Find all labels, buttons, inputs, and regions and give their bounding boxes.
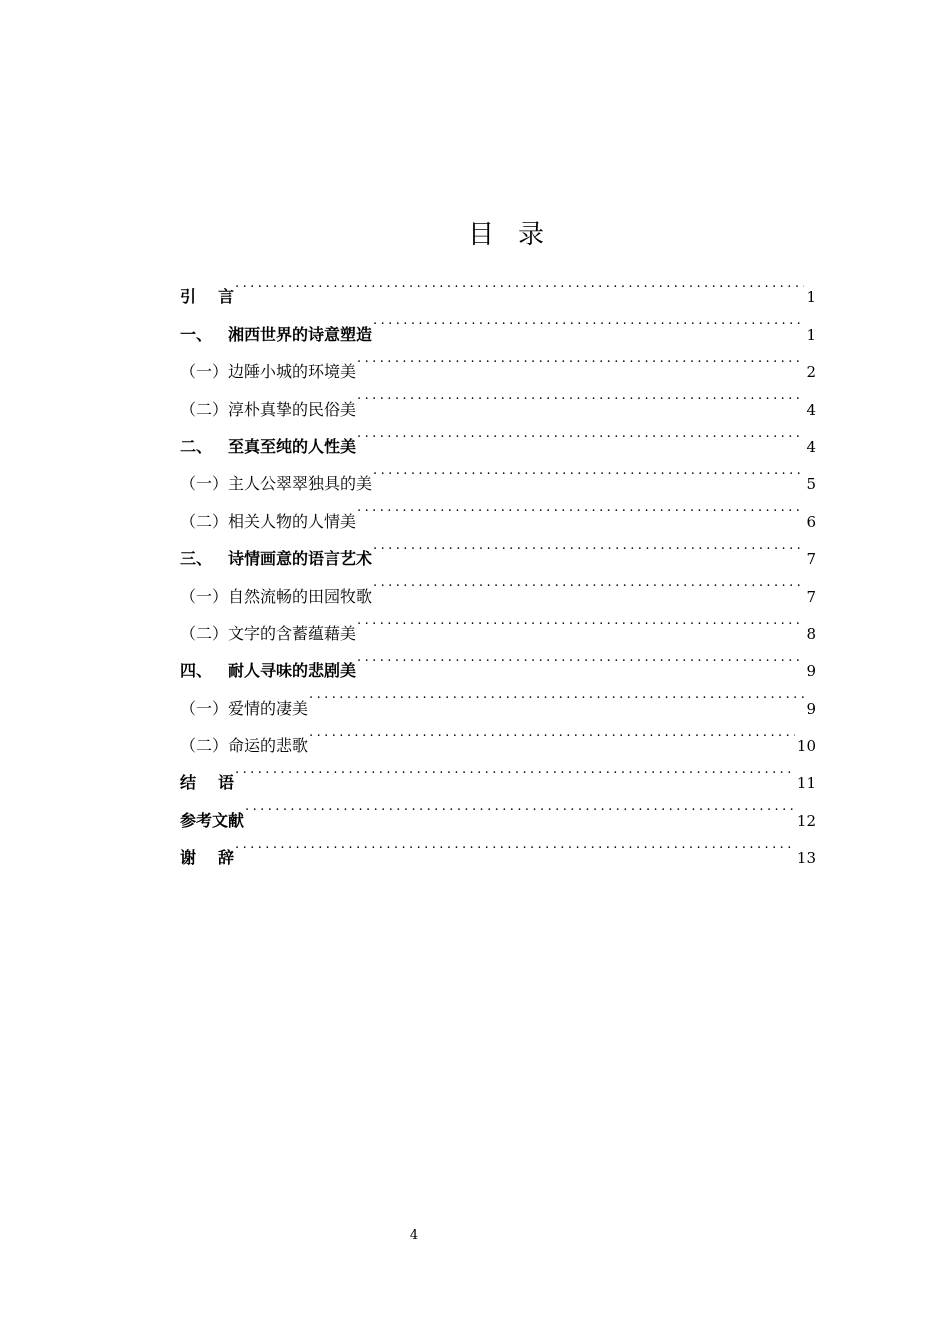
toc-title (0, 214, 950, 251)
toc-entry-page: 1 (806, 288, 816, 307)
toc-entry-page: 10 (796, 737, 816, 756)
toc-entry-label: （一）边陲小城的环境美 (180, 362, 357, 382)
toc-title-char-2: 录 (518, 220, 547, 250)
toc-entry-page: 8 (806, 624, 816, 643)
dot-leader (373, 302, 804, 339)
dot-leader (373, 564, 804, 601)
toc-entry-references[interactable] (180, 788, 816, 830)
toc-entry-label: （一）自然流畅的田园牧歌 (180, 586, 373, 606)
dot-leader (309, 676, 804, 713)
toc-entry-label: （二）命运的悲歌 (180, 736, 309, 756)
toc-entry-page: 4 (806, 437, 816, 456)
toc-entry-page: 1 (806, 325, 816, 344)
dot-leader (357, 602, 804, 639)
toc-title-char-1: 目 (467, 220, 496, 250)
toc-entry-page: 4 (806, 400, 816, 419)
toc-entry-label: 结 语 (180, 773, 235, 793)
chapter-number: 一、 (180, 324, 213, 344)
toc-entry-page: 9 (806, 662, 816, 681)
toc-entry-chapter-1[interactable] (180, 302, 816, 344)
dot-leader (373, 527, 804, 564)
toc-entry-page: 7 (806, 550, 816, 569)
toc-entry-label: 四、 耐人寻味的悲剧美 (180, 652, 356, 689)
toc-entry-label: （一）爱情的凄美 (180, 698, 309, 718)
toc-entry-acknowledgements[interactable] (180, 826, 816, 868)
dot-leader (235, 826, 795, 863)
dot-leader (309, 714, 795, 751)
toc-entry-conclusion[interactable] (180, 751, 816, 793)
dot-leader (357, 489, 804, 526)
dot-leader (235, 265, 804, 302)
toc-entry-page: 11 (796, 774, 816, 793)
chapter-number: 三、 (180, 549, 213, 569)
toc-entry-page: 9 (806, 699, 816, 718)
toc-entry-page: 5 (806, 475, 816, 494)
toc-entry-label: 二、 至真至纯的人性美 (180, 428, 356, 465)
toc-entry-page: 7 (806, 587, 816, 606)
toc-entry-label: （二）文字的含蓄蕴藉美 (180, 623, 357, 643)
toc-entry-label: 三、 诗情画意的语言艺术 (180, 540, 372, 577)
toc-entry-label: 参考文献 (180, 810, 245, 830)
toc-entry-page: 6 (806, 512, 816, 531)
toc-entry-label: 一、 湘西世界的诗意塑造 (180, 316, 372, 353)
toc-entry-page: 12 (796, 811, 816, 830)
dot-leader (357, 639, 804, 676)
toc-entry-label: （二）淳朴真挚的民俗美 (180, 399, 357, 419)
toc-entry-page: 13 (796, 849, 816, 868)
toc-entry-label: 谢 辞 (180, 848, 235, 868)
dot-leader (235, 751, 795, 788)
toc-entry-label: 引 言 (180, 287, 235, 307)
table-of-contents (180, 265, 816, 868)
toc-entry-page: 2 (806, 363, 816, 382)
dot-leader (357, 377, 804, 414)
toc-entry-introduction[interactable] (180, 265, 816, 307)
chapter-number: 二、 (180, 436, 213, 456)
dot-leader (357, 340, 804, 377)
dot-leader (373, 452, 804, 489)
dot-leader (357, 415, 804, 452)
page-number-footer: 4 (409, 1228, 419, 1243)
dot-leader (245, 788, 795, 825)
toc-entry-label: （二）相关人物的人情美 (180, 511, 357, 531)
toc-entry-label: （一）主人公翠翠独具的美 (180, 474, 373, 494)
chapter-number: 四、 (180, 661, 213, 681)
